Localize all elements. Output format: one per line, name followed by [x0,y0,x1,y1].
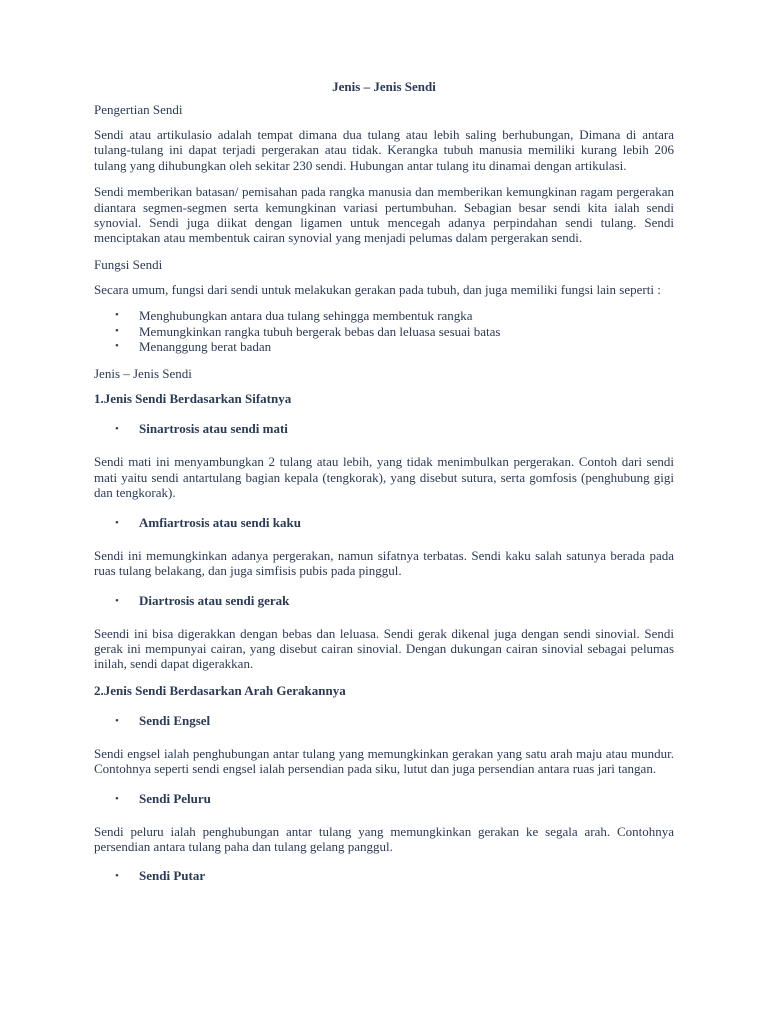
bullet-icon: • [115,423,119,436]
section-heading-sifat: 1.Jenis Sendi Berdasarkan Sifatnya [94,391,292,407]
paragraph-engsel: Sendi engsel ialah penghubungan antar tulang yang memungkinkan gerakan yang satu arah maju atau mundur. Contohnya seperti sendi engsel ialah persendian pada siku, lutut dan juga persendian antara ruas jari tangan. [94,745,674,777]
subheading-diartrosis: • Diartrosis atau sendi gerak [115,592,290,608]
subheading-sinartrosis: • Sinartrosis atau sendi mati [115,421,288,437]
subheading-peluru: • Sendi Peluru [115,790,211,806]
paragraph-peluru: Sendi peluru ialah penghubungan antar tulang yang memungkinkan gerakan ke segala arah. Contohnya persendian antara tulang paha dan tulang gelang panggul. [94,823,674,854]
bullet-icon: • [115,714,119,727]
paragraph-amfiartrosis: Sendi ini memungkinkan adanya pergerakan, namun sifatnya terbatas. Sendi kaku salah satunya berada pada ruas tulang belakang, dan juga simfisis pubis pada pinggul. [94,547,674,579]
paragraph-pengertian-1: Sendi atau artikulasio adalah tempat dimana dua tulang atau lebih saling berhubungan, Dimana di antara tulang-tulang ini dapat terjadi pergerakan atau tidak. Kerangka tubuh manusia memiliki kurang lebih 206 tulang yang dihubungkan oleh sekitar 230 sendi. Hubungan antar tulang itu dinamai dengan artikulasi. [94,127,674,173]
section-heading-arah: 2.Jenis Sendi Berdasarkan Arah Gerakannya [94,682,346,698]
bullet-icon: • [115,340,119,353]
document-title: Jenis – Jenis Sendi [332,79,436,94]
bullet-icon: • [115,309,119,322]
heading-fungsi: Fungsi Sendi [94,256,163,272]
heading-pengertian: Pengertian Sendi [94,102,183,117]
paragraph-pengertian-2: Sendi memberikan batasan/ pemisahan pada rangka manusia dan memberikan kemungkinan ragam pergerakan diantara segmen-segmen serta kemungkinan variasi pertumbuhan. Sebagian besar sendi kita ialah sendi synovial. Sendi juga diikat dengan ligamen untuk mencegah adanya perpindahan sendi tulang. Sendi menciptakan atau membentuk cairan synovial yang menjadi pelumas dalam pergerakan sendi. [94,184,674,246]
paragraph-fungsi: Secara umum, fungsi dari sendi untuk melakukan gerakan pada tubuh, dan juga memiliki fungsi lain seperti : [94,281,661,297]
paragraph-diartrosis: Seendi ini bisa digerakkan dengan bebas dan leluasa. Sendi gerak dikenal juga dengan sendi sinovial. Sendi gerak ini mempunyai cairan, yang disebut cairan sinovial. Dengan dukungan cairan sinovial sebagai pelumas inilah, sendi dapat digerakkan. [94,625,674,672]
bullet-icon: • [115,516,119,529]
subheading-putar: • Sendi Putar [115,868,206,884]
bullet-icon: • [115,870,119,883]
bullet-icon: • [115,792,119,805]
fungsi-list [94,308,674,354]
list-item: • Menanggung berat badan [115,339,272,355]
paragraph-sinartrosis: Sendi mati ini menyambungkan 2 tulang atau lebih, yang tidak menimbulkan pergerakan. Contoh dari sendi mati yaitu sendi antartulang bagian kepala (tengkorak), yang disebut sutura, serta gomfosis (penghubung gigi dan tengkorak). [94,454,674,501]
heading-jenis: Jenis – Jenis Sendi [94,366,192,382]
subheading-amfiartrosis: • Amfiartrosis atau sendi kaku [115,514,301,530]
bullet-icon: • [115,324,119,337]
bullet-icon: • [115,594,119,607]
list-item: • Memungkinkan rangka tubuh bergerak bebas dan leluasa sesuai batas [115,323,501,339]
subheading-engsel: • Sendi Engsel [115,712,211,728]
list-item: • Menghubungkan antara dua tulang sehingga membentuk rangka [115,308,473,324]
